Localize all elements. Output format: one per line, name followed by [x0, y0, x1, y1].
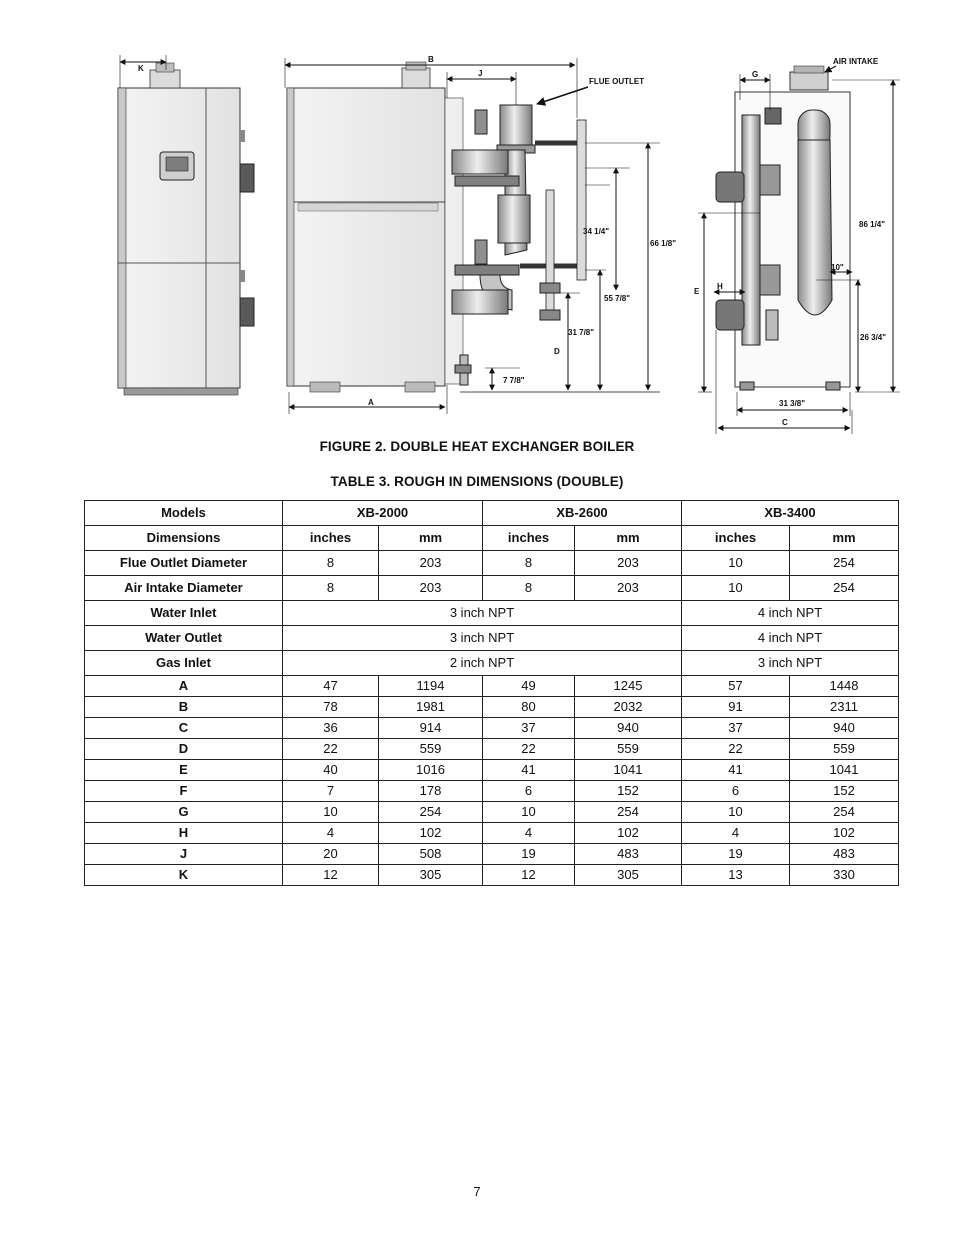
row-label: A — [85, 676, 283, 697]
value-cell: 12 — [283, 865, 379, 886]
unit-header: inches — [483, 526, 575, 551]
unit-header: mm — [575, 526, 682, 551]
value-cell: 8 — [483, 551, 575, 576]
dim-66-1-8: 66 1/8" — [650, 239, 677, 248]
row-label: G — [85, 802, 283, 823]
page-number: 7 — [473, 1184, 481, 1199]
value-cell: 20 — [283, 844, 379, 865]
value-cell: 508 — [379, 844, 483, 865]
value-cell: 10 — [283, 802, 379, 823]
dim-34-1-4: 34 1/4" — [583, 227, 610, 236]
value-cell: 22 — [682, 739, 790, 760]
dim-31-3-8: 31 3/8" — [779, 399, 806, 408]
value-cell: 559 — [379, 739, 483, 760]
value-cell: 8 — [483, 576, 575, 601]
value-cell: 19 — [483, 844, 575, 865]
dim-label-d: D — [554, 347, 560, 356]
row-label: Flue Outlet Diameter — [85, 551, 283, 576]
value-cell: 49 — [483, 676, 575, 697]
dimension-row — [85, 697, 899, 718]
dimension-row — [85, 718, 899, 739]
dimension-row — [85, 676, 899, 697]
value-cell: 78 — [283, 697, 379, 718]
value-cell: 559 — [575, 739, 682, 760]
connection-size-xb-3400: 4 inch NPT — [682, 626, 899, 651]
value-cell: 47 — [283, 676, 379, 697]
dimension-row — [85, 781, 899, 802]
value-cell: 19 — [682, 844, 790, 865]
value-cell: 330 — [790, 865, 899, 886]
connection-size-xb-3400: 3 inch NPT — [682, 651, 899, 676]
dimension-row — [85, 739, 899, 760]
row-label: Water Outlet — [85, 626, 283, 651]
value-cell: 483 — [790, 844, 899, 865]
dim-label-k: K — [138, 64, 144, 73]
value-cell: 37 — [483, 718, 575, 739]
value-cell: 102 — [379, 823, 483, 844]
value-cell: 37 — [682, 718, 790, 739]
model-xb-2000: XB-2000 — [283, 501, 483, 526]
side-view — [285, 55, 676, 414]
value-cell: 36 — [283, 718, 379, 739]
value-cell: 914 — [379, 718, 483, 739]
value-cell: 203 — [575, 576, 682, 601]
dim-55-7-8: 55 7/8" — [604, 294, 631, 303]
value-cell: 6 — [483, 781, 575, 802]
dim-label-e: E — [694, 287, 700, 296]
unit-header: mm — [790, 526, 899, 551]
connection-size-xb-3400: 4 inch NPT — [682, 601, 899, 626]
value-cell: 41 — [483, 760, 575, 781]
row-label: E — [85, 760, 283, 781]
dimension-row — [85, 802, 899, 823]
value-cell: 940 — [790, 718, 899, 739]
value-cell: 1016 — [379, 760, 483, 781]
unit-header: mm — [379, 526, 483, 551]
diameter-row — [85, 576, 899, 601]
connection-size-small-models: 3 inch NPT — [283, 626, 682, 651]
value-cell: 1041 — [790, 760, 899, 781]
row-label: Gas Inlet — [85, 651, 283, 676]
value-cell: 102 — [790, 823, 899, 844]
rough-in-dimensions-table — [84, 500, 899, 886]
value-cell: 40 — [283, 760, 379, 781]
dim-31-7-8: 31 7/8" — [568, 328, 595, 337]
dim-label-c: C — [782, 418, 788, 427]
value-cell: 8 — [283, 551, 379, 576]
value-cell: 57 — [682, 676, 790, 697]
dim-label-a: A — [368, 398, 374, 407]
value-cell: 91 — [682, 697, 790, 718]
value-cell: 2032 — [575, 697, 682, 718]
value-cell: 203 — [379, 576, 483, 601]
value-cell: 7 — [283, 781, 379, 802]
value-cell: 254 — [379, 802, 483, 823]
value-cell: 1448 — [790, 676, 899, 697]
value-cell: 1194 — [379, 676, 483, 697]
table-body — [85, 501, 899, 886]
value-cell: 4 — [682, 823, 790, 844]
row-label: Air Intake Diameter — [85, 576, 283, 601]
dimension-row — [85, 844, 899, 865]
value-cell: 4 — [483, 823, 575, 844]
connection-row — [85, 601, 899, 626]
value-cell: 12 — [483, 865, 575, 886]
value-cell: 940 — [575, 718, 682, 739]
value-cell: 254 — [575, 802, 682, 823]
diameter-row — [85, 551, 899, 576]
dim-label-b: B — [428, 55, 434, 64]
dim-26-3-4: 26 3/4" — [860, 333, 887, 342]
connection-row — [85, 626, 899, 651]
value-cell: 152 — [575, 781, 682, 802]
boiler-dimension-figure — [0, 0, 954, 440]
row-label: H — [85, 823, 283, 844]
row-label: F — [85, 781, 283, 802]
value-cell: 559 — [790, 739, 899, 760]
value-cell: 22 — [283, 739, 379, 760]
row-label: D — [85, 739, 283, 760]
value-cell: 305 — [575, 865, 682, 886]
dimension-row — [85, 823, 899, 844]
figure-caption: FIGURE 2. DOUBLE HEAT EXCHANGER BOILER — [319, 439, 635, 454]
value-cell: 254 — [790, 551, 899, 576]
dimensions-label: Dimensions — [85, 526, 283, 551]
value-cell: 254 — [790, 576, 899, 601]
unit-header: inches — [283, 526, 379, 551]
dim-label-g: G — [752, 70, 759, 79]
connection-row — [85, 651, 899, 676]
row-label: B — [85, 697, 283, 718]
dim-86-1-4: 86 1/4" — [859, 220, 886, 229]
dim-7-7-8: 7 7/8" — [503, 376, 525, 385]
row-label: C — [85, 718, 283, 739]
value-cell: 6 — [682, 781, 790, 802]
models-label: Models — [85, 501, 283, 526]
value-cell: 10 — [682, 551, 790, 576]
value-cell: 4 — [283, 823, 379, 844]
label-flue-outlet: FLUE OUTLET — [589, 77, 645, 86]
models-row — [85, 501, 899, 526]
value-cell: 203 — [379, 551, 483, 576]
value-cell: 13 — [682, 865, 790, 886]
value-cell: 1041 — [575, 760, 682, 781]
units-row — [85, 526, 899, 551]
row-label: Water Inlet — [85, 601, 283, 626]
value-cell: 10 — [483, 802, 575, 823]
value-cell: 1245 — [575, 676, 682, 697]
connection-size-small-models: 3 inch NPT — [283, 601, 682, 626]
row-label: J — [85, 844, 283, 865]
dim-10: 10" — [831, 263, 844, 272]
value-cell: 1981 — [379, 697, 483, 718]
value-cell: 178 — [379, 781, 483, 802]
table-caption: TABLE 3. ROUGH IN DIMENSIONS (DOUBLE) — [330, 474, 624, 489]
value-cell: 483 — [575, 844, 682, 865]
model-xb-2600: XB-2600 — [483, 501, 682, 526]
dimension-row — [85, 760, 899, 781]
value-cell: 152 — [790, 781, 899, 802]
value-cell: 10 — [682, 802, 790, 823]
value-cell: 80 — [483, 697, 575, 718]
front-view — [118, 55, 254, 395]
value-cell: 203 — [575, 551, 682, 576]
value-cell: 254 — [790, 802, 899, 823]
unit-header: inches — [682, 526, 790, 551]
dim-label-j: J — [478, 69, 483, 78]
dimension-row — [85, 865, 899, 886]
rear-view — [694, 57, 900, 434]
row-label: K — [85, 865, 283, 886]
value-cell: 8 — [283, 576, 379, 601]
value-cell: 10 — [682, 576, 790, 601]
value-cell: 305 — [379, 865, 483, 886]
value-cell: 2311 — [790, 697, 899, 718]
value-cell: 41 — [682, 760, 790, 781]
dim-label-h: H — [717, 282, 723, 291]
connection-size-small-models: 2 inch NPT — [283, 651, 682, 676]
value-cell: 22 — [483, 739, 575, 760]
label-air-intake: AIR INTAKE — [833, 57, 879, 66]
model-xb-3400: XB-3400 — [682, 501, 899, 526]
value-cell: 102 — [575, 823, 682, 844]
